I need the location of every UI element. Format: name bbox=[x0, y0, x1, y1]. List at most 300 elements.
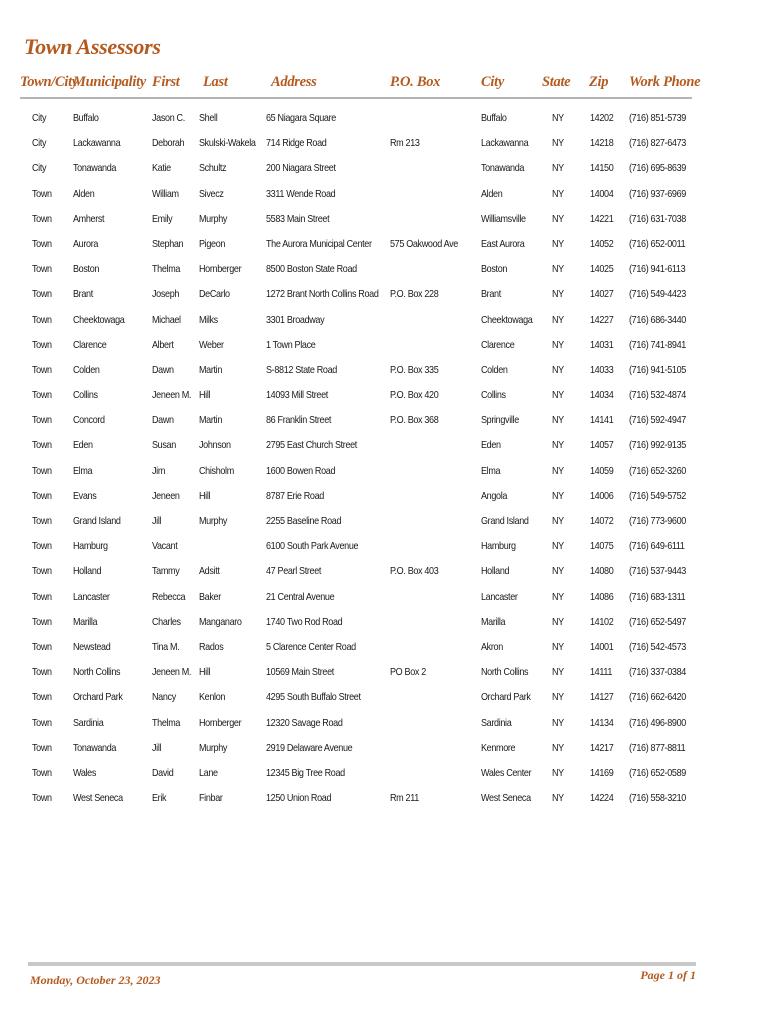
cell-last-name: Hill bbox=[199, 389, 211, 402]
cell-address: 1 Town Place bbox=[266, 338, 316, 351]
cell-last-name: Milks bbox=[199, 313, 218, 326]
cell-city: Orchard Park bbox=[481, 691, 531, 704]
cell-city: Colden bbox=[481, 363, 508, 376]
cell-city: Kenmore bbox=[481, 741, 516, 754]
cell-work-phone: (716) 558-3210 bbox=[629, 792, 686, 805]
cell-work-phone: (716) 662-6420 bbox=[629, 691, 686, 704]
cell-city: Buffalo bbox=[481, 112, 507, 124]
cell-first-name: Jeneen M. bbox=[152, 389, 192, 402]
table-row bbox=[0, 310, 770, 335]
cell-town-city: City bbox=[32, 162, 47, 175]
cell-last-name: Skulski-Wakela bbox=[199, 137, 256, 150]
cell-first-name: Jeneen M. bbox=[152, 666, 192, 679]
cell-address: S-8812 State Road bbox=[266, 363, 337, 376]
cell-address: 8787 Erie Road bbox=[266, 489, 324, 502]
cell-first-name: Joseph bbox=[152, 288, 180, 301]
cell-state: NY bbox=[552, 137, 564, 150]
cell-po-box: PO Box 2 bbox=[390, 666, 426, 679]
cell-town-city: Town bbox=[32, 515, 52, 527]
header-city: City bbox=[481, 74, 504, 90]
footer-date: Monday, October 23, 2023 bbox=[30, 973, 161, 987]
cell-municipality: Wales bbox=[73, 766, 97, 779]
cell-municipality: Aurora bbox=[73, 237, 99, 250]
cell-address: 5 Clarence Center Road bbox=[266, 640, 356, 653]
cell-work-phone: (716) 649-6111 bbox=[629, 540, 685, 553]
table-header bbox=[0, 74, 770, 96]
cell-state: NY bbox=[552, 515, 564, 527]
cell-zip: 14031 bbox=[590, 338, 614, 351]
cell-zip: 14141 bbox=[590, 414, 614, 427]
cell-town-city: Town bbox=[32, 389, 52, 402]
cell-town-city: Town bbox=[32, 615, 52, 628]
table-row bbox=[0, 108, 770, 133]
cell-work-phone: (716) 851-5739 bbox=[629, 112, 686, 124]
cell-first-name: Jim bbox=[152, 464, 166, 477]
cell-address: 6100 South Park Avenue bbox=[266, 540, 359, 553]
cell-first-name: Stephan bbox=[152, 237, 184, 250]
cell-work-phone: (716) 337-0384 bbox=[629, 666, 686, 679]
cell-city: Williamsville bbox=[481, 212, 526, 225]
cell-last-name: Adsitt bbox=[199, 565, 220, 578]
cell-address: 1272 Brant North Collins Road bbox=[266, 288, 379, 301]
header-municipality: Municipality bbox=[73, 74, 146, 90]
cell-po-box: P.O. Box 335 bbox=[390, 363, 439, 376]
cell-zip: 14218 bbox=[590, 137, 614, 150]
cell-municipality: Clarence bbox=[73, 338, 107, 351]
cell-first-name: Charles bbox=[152, 615, 181, 628]
cell-work-phone: (716) 652-3260 bbox=[629, 464, 686, 477]
cell-po-box: P.O. Box 403 bbox=[390, 565, 439, 578]
cell-work-phone: (716) 741-8941 bbox=[629, 338, 686, 351]
table-row bbox=[0, 360, 770, 385]
cell-address: 3301 Broadway bbox=[266, 313, 325, 326]
table-row bbox=[0, 234, 770, 259]
cell-po-box: P.O. Box 420 bbox=[390, 389, 439, 402]
cell-state: NY bbox=[552, 489, 564, 502]
table-row bbox=[0, 536, 770, 561]
cell-zip: 14169 bbox=[590, 766, 614, 779]
cell-work-phone: (716) 542-4573 bbox=[629, 640, 686, 653]
header-first: First bbox=[152, 74, 180, 90]
cell-work-phone: (716) 827-6473 bbox=[629, 137, 686, 150]
cell-municipality: Marilla bbox=[73, 615, 98, 628]
cell-work-phone: (716) 592-4947 bbox=[629, 414, 686, 427]
cell-town-city: Town bbox=[32, 414, 52, 427]
cell-municipality: Alden bbox=[73, 187, 95, 200]
table-row bbox=[0, 385, 770, 410]
cell-municipality: Newstead bbox=[73, 640, 111, 653]
cell-state: NY bbox=[552, 615, 564, 628]
cell-municipality: Holland bbox=[73, 565, 102, 578]
cell-first-name: Katie bbox=[152, 162, 171, 175]
cell-city: Grand Island bbox=[481, 515, 529, 527]
cell-address: 1740 Two Rod Road bbox=[266, 615, 343, 628]
cell-municipality: Colden bbox=[73, 363, 100, 376]
cell-town-city: City bbox=[32, 137, 47, 150]
cell-town-city: Town bbox=[32, 212, 52, 225]
cell-work-phone: (716) 686-3440 bbox=[629, 313, 686, 326]
cell-city: Elma bbox=[481, 464, 501, 477]
cell-municipality: Eden bbox=[73, 439, 93, 452]
cell-municipality: Sardinia bbox=[73, 716, 104, 729]
cell-zip: 14127 bbox=[590, 691, 614, 704]
cell-zip: 14033 bbox=[590, 363, 614, 376]
cell-address: 65 Niagara Square bbox=[266, 112, 336, 124]
cell-municipality: Hamburg bbox=[73, 540, 108, 553]
cell-state: NY bbox=[552, 565, 564, 578]
cell-state: NY bbox=[552, 540, 564, 553]
cell-zip: 14202 bbox=[590, 112, 614, 124]
cell-city: Brant bbox=[481, 288, 501, 301]
cell-last-name: Hornberger bbox=[199, 716, 242, 729]
cell-address: 5583 Main Street bbox=[266, 212, 330, 225]
table-row bbox=[0, 133, 770, 158]
cell-zip: 14227 bbox=[590, 313, 614, 326]
cell-state: NY bbox=[552, 666, 564, 679]
cell-municipality: Tonawanda bbox=[73, 162, 117, 175]
cell-zip: 14059 bbox=[590, 464, 614, 477]
cell-state: NY bbox=[552, 792, 564, 805]
cell-last-name: Hill bbox=[199, 489, 211, 502]
cell-zip: 14052 bbox=[590, 237, 614, 250]
cell-work-phone: (716) 532-4874 bbox=[629, 389, 686, 402]
cell-last-name: Manganaro bbox=[199, 615, 242, 628]
cell-first-name: Tina M. bbox=[152, 640, 180, 653]
cell-state: NY bbox=[552, 414, 564, 427]
cell-zip: 14102 bbox=[590, 615, 614, 628]
table-row bbox=[0, 713, 770, 738]
cell-state: NY bbox=[552, 187, 564, 200]
cell-work-phone: (716) 652-0011 bbox=[629, 237, 686, 250]
cell-address: 714 Ridge Road bbox=[266, 137, 327, 150]
cell-work-phone: (716) 631-7038 bbox=[629, 212, 686, 225]
cell-city: Lackawanna bbox=[481, 137, 529, 150]
cell-address: 86 Franklin Street bbox=[266, 414, 332, 427]
cell-address: 2795 East Church Street bbox=[266, 439, 357, 452]
cell-first-name: William bbox=[152, 187, 179, 200]
table-row bbox=[0, 511, 770, 536]
cell-zip: 14034 bbox=[590, 389, 614, 402]
cell-state: NY bbox=[552, 288, 564, 301]
cell-address: 2255 Baseline Road bbox=[266, 515, 342, 527]
cell-city: Wales Center bbox=[481, 766, 532, 779]
cell-first-name: David bbox=[152, 766, 174, 779]
cell-town-city: Town bbox=[32, 716, 52, 729]
cell-last-name: Murphy bbox=[199, 515, 228, 527]
cell-city: Hamburg bbox=[481, 540, 516, 553]
cell-work-phone: (716) 496-8900 bbox=[629, 716, 686, 729]
cell-state: NY bbox=[552, 237, 564, 250]
cell-municipality: Grand Island bbox=[73, 515, 121, 527]
cell-po-box: Rm 213 bbox=[390, 137, 420, 150]
cell-last-name: Martin bbox=[199, 363, 223, 376]
cell-address: 4295 South Buffalo Street bbox=[266, 691, 361, 704]
header-last: Last bbox=[203, 74, 228, 90]
cell-state: NY bbox=[552, 338, 564, 351]
cell-zip: 14075 bbox=[590, 540, 614, 553]
cell-zip: 14057 bbox=[590, 439, 614, 452]
cell-last-name: DeCarlo bbox=[199, 288, 230, 301]
cell-town-city: Town bbox=[32, 691, 52, 704]
cell-first-name: Vacant bbox=[152, 540, 178, 553]
cell-municipality: Elma bbox=[73, 464, 93, 477]
cell-address: 12320 Savage Road bbox=[266, 716, 343, 729]
cell-state: NY bbox=[552, 363, 564, 376]
cell-town-city: Town bbox=[32, 338, 52, 351]
cell-last-name: Lane bbox=[199, 766, 218, 779]
cell-first-name: Jeneen bbox=[152, 489, 180, 502]
header-state: State bbox=[542, 74, 571, 90]
table-row bbox=[0, 284, 770, 309]
cell-address: 10569 Main Street bbox=[266, 666, 334, 679]
cell-state: NY bbox=[552, 691, 564, 704]
cell-last-name: Finbar bbox=[199, 792, 223, 805]
cell-city: Holland bbox=[481, 565, 510, 578]
assessor-table-body bbox=[0, 108, 770, 813]
cell-po-box: Rm 211 bbox=[390, 792, 419, 805]
cell-state: NY bbox=[552, 162, 564, 175]
cell-town-city: Town bbox=[32, 237, 52, 250]
cell-zip: 14006 bbox=[590, 489, 614, 502]
cell-address: 1600 Bowen Road bbox=[266, 464, 336, 477]
cell-zip: 14072 bbox=[590, 515, 614, 527]
cell-work-phone: (716) 937-6969 bbox=[629, 187, 686, 200]
cell-city: West Seneca bbox=[481, 792, 531, 805]
cell-first-name: Tammy bbox=[152, 565, 180, 578]
cell-work-phone: (716) 549-5752 bbox=[629, 489, 686, 502]
cell-work-phone: (716) 941-5105 bbox=[629, 363, 686, 376]
cell-state: NY bbox=[552, 464, 564, 477]
cell-work-phone: (716) 549-4423 bbox=[629, 288, 686, 301]
cell-city: Akron bbox=[481, 640, 503, 653]
cell-city: East Aurora bbox=[481, 237, 525, 250]
cell-town-city: Town bbox=[32, 363, 52, 376]
cell-state: NY bbox=[552, 389, 564, 402]
cell-town-city: Town bbox=[32, 439, 52, 452]
cell-work-phone: (716) 652-5497 bbox=[629, 615, 686, 628]
cell-city: Tonawanda bbox=[481, 162, 525, 175]
cell-address: 1250 Union Road bbox=[266, 792, 332, 805]
cell-zip: 14004 bbox=[590, 187, 614, 200]
cell-municipality: West Seneca bbox=[73, 792, 123, 805]
table-row bbox=[0, 763, 770, 788]
cell-last-name: Hornberger bbox=[199, 263, 242, 276]
footer-divider bbox=[28, 962, 696, 966]
page-title: Town Assessors bbox=[24, 34, 161, 59]
table-row bbox=[0, 587, 770, 612]
cell-first-name: Dawn bbox=[152, 414, 174, 427]
cell-state: NY bbox=[552, 112, 564, 124]
cell-zip: 14001 bbox=[590, 640, 614, 653]
cell-city: Cheektowaga bbox=[481, 313, 533, 326]
cell-first-name: Thelma bbox=[152, 716, 181, 729]
cell-state: NY bbox=[552, 766, 564, 779]
table-row bbox=[0, 209, 770, 234]
cell-city: Springville bbox=[481, 414, 519, 427]
cell-po-box: P.O. Box 368 bbox=[390, 414, 439, 427]
cell-zip: 14027 bbox=[590, 288, 614, 301]
cell-zip: 14224 bbox=[590, 792, 614, 805]
cell-municipality: Amherst bbox=[73, 212, 105, 225]
cell-town-city: Town bbox=[32, 565, 52, 578]
cell-first-name: Jill bbox=[152, 515, 162, 527]
cell-town-city: Town bbox=[32, 590, 52, 603]
cell-address: 12345 Big Tree Road bbox=[266, 766, 345, 779]
cell-po-box: P.O. Box 228 bbox=[390, 288, 439, 301]
cell-state: NY bbox=[552, 741, 564, 754]
cell-town-city: Town bbox=[32, 489, 52, 502]
cell-town-city: Town bbox=[32, 263, 52, 276]
cell-town-city: Town bbox=[32, 666, 52, 679]
cell-state: NY bbox=[552, 640, 564, 653]
cell-first-name: Michael bbox=[152, 313, 181, 326]
table-row bbox=[0, 158, 770, 183]
cell-first-name: Erik bbox=[152, 792, 167, 805]
cell-town-city: City bbox=[32, 112, 47, 124]
cell-address: 14093 Mill Street bbox=[266, 389, 328, 402]
cell-address: 3311 Wende Road bbox=[266, 187, 336, 200]
cell-address: 21 Central Avenue bbox=[266, 590, 335, 603]
cell-po-box: 575 Oakwood Ave bbox=[390, 237, 458, 250]
cell-work-phone: (716) 773-9600 bbox=[629, 515, 686, 527]
table-row bbox=[0, 410, 770, 435]
cell-first-name: Jason C. bbox=[152, 112, 185, 124]
cell-state: NY bbox=[552, 716, 564, 729]
cell-town-city: Town bbox=[32, 187, 52, 200]
cell-work-phone: (716) 877-8811 bbox=[629, 741, 686, 754]
cell-last-name: Pigeon bbox=[199, 237, 226, 250]
cell-zip: 14080 bbox=[590, 565, 614, 578]
cell-last-name: Sivecz bbox=[199, 187, 224, 200]
table-row bbox=[0, 788, 770, 813]
table-row bbox=[0, 184, 770, 209]
cell-zip: 14221 bbox=[590, 212, 614, 225]
cell-municipality: Orchard Park bbox=[73, 691, 123, 704]
cell-city: Lancaster bbox=[481, 590, 518, 603]
table-row bbox=[0, 637, 770, 662]
cell-state: NY bbox=[552, 212, 564, 225]
cell-address: The Aurora Municipal Center bbox=[266, 237, 372, 250]
header-divider bbox=[20, 97, 692, 99]
cell-zip: 14086 bbox=[590, 590, 614, 603]
table-row bbox=[0, 259, 770, 284]
cell-first-name: Deborah bbox=[152, 137, 185, 150]
cell-first-name: Jill bbox=[152, 741, 162, 754]
cell-last-name: Weber bbox=[199, 338, 224, 351]
cell-last-name: Shell bbox=[199, 112, 218, 124]
cell-work-phone: (716) 992-9135 bbox=[629, 439, 686, 452]
cell-work-phone: (716) 537-9443 bbox=[629, 565, 686, 578]
cell-zip: 14111 bbox=[590, 666, 613, 679]
cell-town-city: Town bbox=[32, 540, 52, 553]
header-town-city: Town/City bbox=[20, 74, 79, 90]
cell-municipality: Lancaster bbox=[73, 590, 110, 603]
cell-first-name: Thelma bbox=[152, 263, 181, 276]
cell-state: NY bbox=[552, 263, 564, 276]
cell-work-phone: (716) 941-6113 bbox=[629, 263, 686, 276]
cell-last-name: Martin bbox=[199, 414, 223, 427]
cell-work-phone: (716) 695-8639 bbox=[629, 162, 686, 175]
cell-municipality: Tonawanda bbox=[73, 741, 117, 754]
table-row bbox=[0, 738, 770, 763]
cell-state: NY bbox=[552, 313, 564, 326]
cell-municipality: Concord bbox=[73, 414, 105, 427]
cell-town-city: Town bbox=[32, 464, 52, 477]
cell-last-name: Chisholm bbox=[199, 464, 234, 477]
cell-city: Boston bbox=[481, 263, 508, 276]
cell-first-name: Rebecca bbox=[152, 590, 186, 603]
cell-city: Clarence bbox=[481, 338, 515, 351]
header-work-phone: Work Phone bbox=[629, 74, 701, 90]
cell-first-name: Dawn bbox=[152, 363, 174, 376]
cell-municipality: Evans bbox=[73, 489, 97, 502]
cell-municipality: Brant bbox=[73, 288, 93, 301]
cell-town-city: Town bbox=[32, 640, 52, 653]
cell-last-name: Schultz bbox=[199, 162, 227, 175]
cell-first-name: Susan bbox=[152, 439, 176, 452]
cell-town-city: Town bbox=[32, 792, 52, 805]
cell-first-name: Nancy bbox=[152, 691, 176, 704]
header-address: Address bbox=[271, 74, 317, 90]
cell-municipality: Collins bbox=[73, 389, 98, 402]
cell-work-phone: (716) 683-1311 bbox=[629, 590, 686, 603]
cell-last-name: Murphy bbox=[199, 212, 228, 225]
header-po-box: P.O. Box bbox=[390, 74, 441, 90]
cell-city: Angola bbox=[481, 489, 508, 502]
cell-city: Marilla bbox=[481, 615, 506, 628]
cell-address: 8500 Boston State Road bbox=[266, 263, 357, 276]
cell-last-name: Kenlon bbox=[199, 691, 226, 704]
cell-city: North Collins bbox=[481, 666, 529, 679]
table-row bbox=[0, 662, 770, 687]
footer-page-number: Page 1 of 1 bbox=[640, 968, 696, 982]
cell-first-name: Emily bbox=[152, 212, 173, 225]
cell-municipality: Cheektowaga bbox=[73, 313, 125, 326]
table-row bbox=[0, 561, 770, 586]
cell-work-phone: (716) 652-0589 bbox=[629, 766, 686, 779]
cell-city: Sardinia bbox=[481, 716, 512, 729]
cell-zip: 14217 bbox=[590, 741, 614, 754]
cell-state: NY bbox=[552, 590, 564, 603]
cell-last-name: Johnson bbox=[199, 439, 231, 452]
cell-last-name: Baker bbox=[199, 590, 221, 603]
cell-city: Collins bbox=[481, 389, 506, 402]
cell-municipality: North Collins bbox=[73, 666, 121, 679]
cell-town-city: Town bbox=[32, 313, 52, 326]
cell-state: NY bbox=[552, 439, 564, 452]
cell-address: 47 Pearl Street bbox=[266, 565, 322, 578]
cell-address: 2919 Delaware Avenue bbox=[266, 741, 353, 754]
cell-last-name: Hill bbox=[199, 666, 211, 679]
cell-town-city: Town bbox=[32, 741, 52, 754]
header-zip: Zip bbox=[589, 74, 609, 90]
cell-last-name: Rados bbox=[199, 640, 224, 653]
cell-zip: 14025 bbox=[590, 263, 614, 276]
cell-first-name: Albert bbox=[152, 338, 174, 351]
cell-municipality: Boston bbox=[73, 263, 100, 276]
table-row bbox=[0, 461, 770, 486]
cell-municipality: Buffalo bbox=[73, 112, 99, 124]
table-row bbox=[0, 435, 770, 460]
cell-municipality: Lackawanna bbox=[73, 137, 121, 150]
table-row bbox=[0, 687, 770, 712]
cell-city: Alden bbox=[481, 187, 503, 200]
cell-town-city: Town bbox=[32, 288, 52, 301]
table-row bbox=[0, 335, 770, 360]
table-row bbox=[0, 486, 770, 511]
cell-zip: 14134 bbox=[590, 716, 614, 729]
cell-zip: 14150 bbox=[590, 162, 614, 175]
